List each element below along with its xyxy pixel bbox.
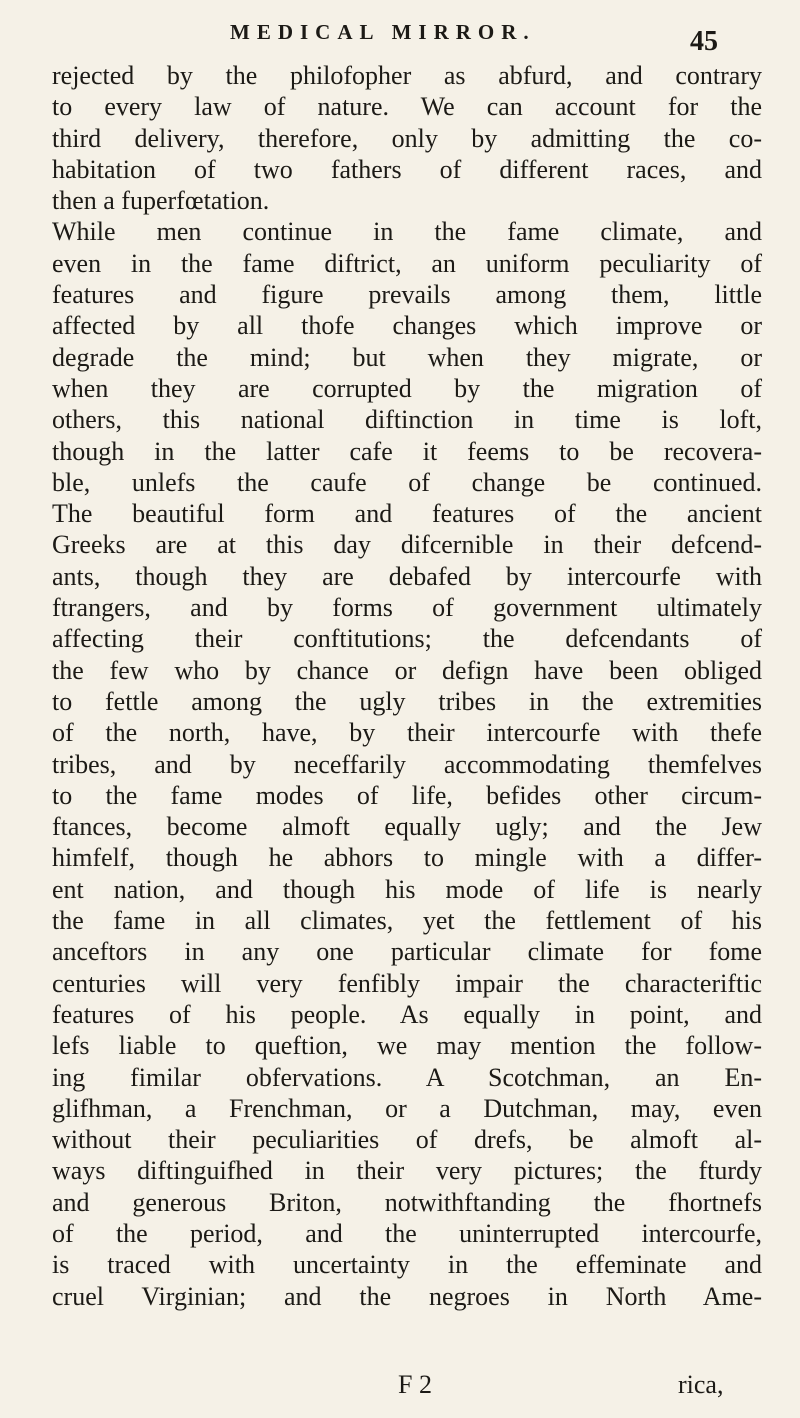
running-head: MEDICAL MIRROR. <box>230 20 536 44</box>
text-line: features of his people. As equally in point, and <box>52 999 762 1029</box>
text-line: even in the fame diftrict, an uniform peculiarity of <box>52 248 762 278</box>
catchword: rica, <box>678 1370 724 1399</box>
text-line: affected by all thofe changes which improve or <box>52 311 762 341</box>
text-line: ftances, become almoft equally ugly; and the Jew <box>52 812 762 842</box>
text-line: While men continue in the fame climate, and <box>52 217 762 247</box>
text-line: ing fimilar obfervations. A Scotchman, an En- <box>52 1062 762 1092</box>
text-line: anceftors in any one particular climate for fome <box>52 937 762 967</box>
body-text <box>52 60 762 1312</box>
text-line: lefs liable to queftion, we may mention the follow- <box>52 1031 762 1061</box>
text-line: of the period, and the uninterrupted intercourfe, <box>52 1218 762 1248</box>
text-line: glifhman, a Frenchman, or a Dutchman, may, even <box>52 1093 762 1123</box>
text-line: himfelf, though he abhors to mingle with a differ- <box>52 843 762 873</box>
page-number: 45 <box>690 26 718 57</box>
text-line: rejected by the philofopher as abfurd, and contrary <box>52 61 762 90</box>
text-line: ble, unlefs the caufe of change be continued. <box>52 467 762 497</box>
text-line: centuries will very fenfibly impair the characteriftic <box>52 968 762 998</box>
text-line: without their peculiarities of drefs, be almoft al- <box>52 1125 762 1155</box>
text-line: then a fuperfœtation. <box>52 186 270 216</box>
text-line: third delivery, therefore, only by admitting the co- <box>52 123 762 153</box>
text-line: of the north, have, by their intercourfe with thefe <box>52 718 762 748</box>
text-line: ways diftinguifhed in their very pictures; the fturdy <box>52 1156 762 1186</box>
text-line: ftrangers, and by forms of government ultimately <box>52 593 762 623</box>
text-line: though in the latter cafe it feems to be recovera- <box>52 436 762 466</box>
text-line: the fame in all climates, yet the fettlement of his <box>52 906 762 936</box>
text-line: features and figure prevails among them, little <box>52 280 762 310</box>
text-line: Greeks are at this day difcernible in their defcend- <box>52 530 762 560</box>
text-line: and generous Briton, notwithftanding the fhortnefs <box>52 1187 762 1217</box>
signature-mark: F 2 <box>398 1370 432 1399</box>
text-line: to fettle among the ugly tribes in the extremities <box>52 686 762 716</box>
text-line: others, this national diftinction in time is loft, <box>52 405 762 435</box>
text-line: degrade the mind; but when they migrate, or <box>52 342 762 372</box>
text-line: The beautiful form and features of the ancient <box>52 499 762 529</box>
text-line: is traced with uncertainty in the effeminate and <box>52 1250 762 1280</box>
text-line: habitation of two fathers of different races, and <box>52 154 762 184</box>
text-line: ants, though they are debafed by intercourfe with <box>52 561 762 591</box>
text-line: affecting their conftitutions; the defcendants of <box>52 624 762 654</box>
text-line: cruel Virginian; and the negroes in North Ame- <box>52 1281 762 1311</box>
text-line: when they are corrupted by the migration of <box>52 373 762 403</box>
text-line: to the fame modes of life, befides other circum- <box>52 780 762 810</box>
text-line: tribes, and by neceffarily accommodating themfelves <box>52 749 762 779</box>
page-footer <box>52 1370 762 1404</box>
text-line: to every law of nature. We can account for the <box>52 92 762 122</box>
text-line: ent nation, and though his mode of life is nearly <box>52 874 762 904</box>
text-line: the few who by chance or defign have been obliged <box>52 655 762 685</box>
page-header <box>0 18 800 58</box>
